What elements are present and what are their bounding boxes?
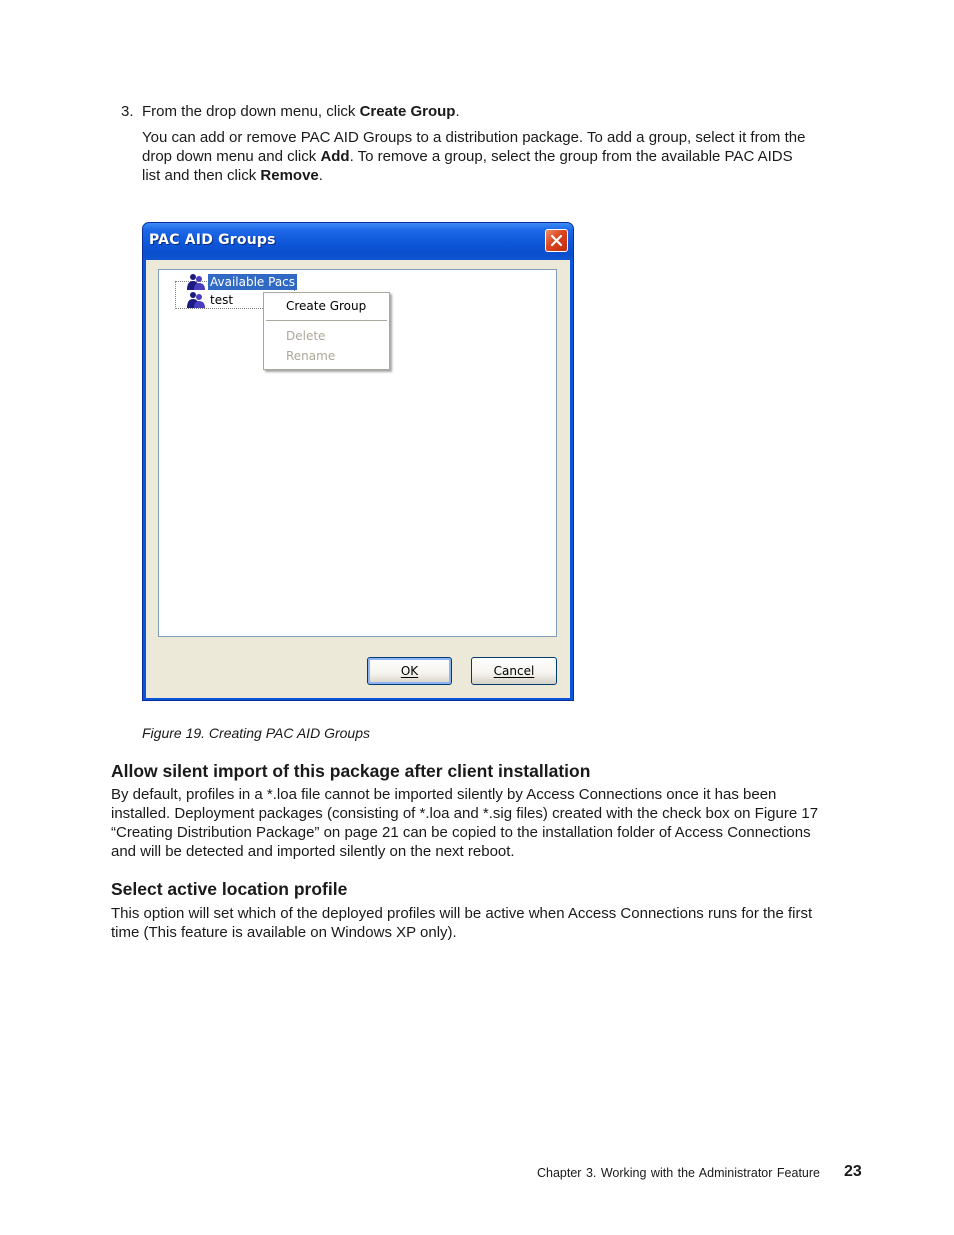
tree-item-label: test xyxy=(210,293,234,307)
step-text-bold: Create Group xyxy=(359,103,456,120)
step-text-post: . xyxy=(455,103,460,120)
figure-caption: Figure 19. Creating PAC AID Groups xyxy=(142,725,370,741)
step-paragraph-line-3 xyxy=(142,166,862,185)
menu-item-delete[interactable]: Delete xyxy=(286,329,326,343)
menu-separator xyxy=(266,320,387,321)
paragraph-line: time (This feature is available on Windows XP only). xyxy=(111,924,457,941)
section-heading-active-location: Select active location profile xyxy=(111,879,348,899)
step-number: 3. xyxy=(121,103,134,120)
paragraph-line: This option will set which of the deployed profiles will be active when Access Connections runs for the first xyxy=(111,905,813,922)
section-heading-silent-import: Allow silent import of this package after client installation xyxy=(111,761,591,781)
pac-aid-groups-dialog xyxy=(142,222,574,701)
line2-pre: drop down menu and click xyxy=(142,148,321,165)
ok-button[interactable]: OK xyxy=(367,657,452,685)
close-button[interactable] xyxy=(545,229,568,252)
tree-item-label: Available Pacs xyxy=(210,275,296,289)
user-group-icon xyxy=(186,273,206,291)
step-paragraph-line-1: You can add or remove PAC AID Groups to a distribution package. To add a group, select it from the xyxy=(142,129,806,146)
line3-post: . xyxy=(318,167,323,184)
context-menu xyxy=(263,292,390,370)
step-text xyxy=(142,102,460,121)
line2-bold: Add xyxy=(320,148,350,165)
paragraph-line: and will be detected and imported silently on the next reboot. xyxy=(111,843,515,860)
groups-tree-view[interactable] xyxy=(158,269,557,637)
menu-item-rename[interactable]: Rename xyxy=(286,349,336,363)
section-paragraph-active-location xyxy=(111,904,861,942)
footer-chapter-text: Chapter 3. Working with the Administrator Feature xyxy=(537,1166,820,1180)
paragraph-line: “Creating Distribution Package” on page 21 can be copied to the installation folder of Access Connections xyxy=(111,824,811,841)
section-paragraph-silent-import xyxy=(111,785,861,861)
line3-bold: Remove xyxy=(260,167,319,184)
paragraph-line: By default, profiles in a *.loa file cannot be imported silently by Access Connections once it has been xyxy=(111,786,777,803)
dialog-title-bar[interactable] xyxy=(143,223,573,260)
menu-item-create-group[interactable]: Create Group xyxy=(286,299,367,313)
step-paragraph-line-2 xyxy=(142,147,862,166)
user-group-icon xyxy=(186,291,206,309)
paragraph-line: installed. Deployment packages (consisting of *.loa and *.sig files) created with the check box on Figure 17 xyxy=(111,805,819,822)
dialog-title: PAC AID Groups xyxy=(149,232,276,248)
step-text-pre: From the drop down menu, click xyxy=(142,103,360,120)
step-paragraph xyxy=(142,128,862,185)
cancel-button[interactable]: Cancel xyxy=(471,657,557,685)
line3-pre: list and then click xyxy=(142,167,261,184)
close-icon xyxy=(550,234,563,247)
page-number: 23 xyxy=(844,1163,862,1180)
dialog-client-area xyxy=(146,260,570,698)
line2-post: . To remove a group, select the group from the available PAC AIDS xyxy=(349,148,793,165)
